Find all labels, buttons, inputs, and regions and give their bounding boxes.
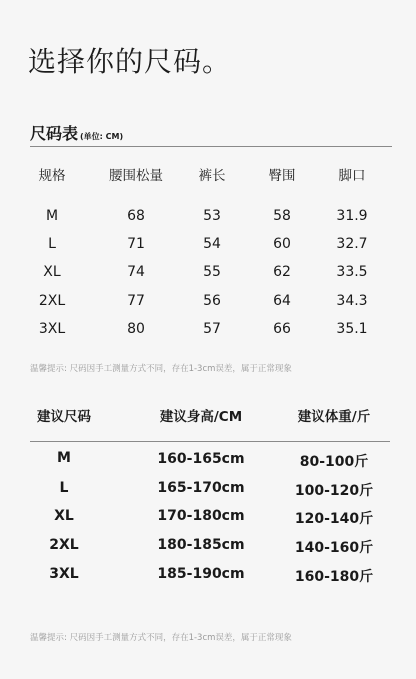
table-row-cell: 165-170cm	[157, 480, 245, 496]
table-row-cell: 80	[127, 321, 145, 337]
table-row-cell: 54	[203, 236, 221, 252]
table-row-cell: 71	[127, 236, 145, 252]
table-row-cell: 58	[273, 208, 291, 224]
table-row-cell: 66	[273, 321, 291, 337]
table-row-cell: 33.5	[336, 264, 368, 280]
recommend-header-weight: 建议体重/斤	[297, 409, 371, 425]
table-row-cell: 170-180cm	[157, 508, 245, 524]
table-row-cell: 31.9	[336, 208, 368, 224]
table-row-cell: 34.3	[336, 293, 368, 309]
table-row-cell: 62	[273, 264, 291, 280]
table-row-cell: 57	[203, 321, 221, 337]
table-row-cell: 3XL	[38, 321, 66, 337]
table-row-cell: 60	[273, 236, 291, 252]
size-chart-header-spec: 规格	[38, 168, 66, 184]
table-row-cell: 2XL	[38, 293, 66, 309]
size-chart-title: 尺码表	[30, 124, 79, 143]
table-row-cell: L	[48, 236, 56, 252]
table-row-cell: 160-165cm	[157, 451, 245, 467]
recommend-header-height: 建议身高/CM	[159, 409, 243, 425]
table-row-cell: L	[59, 480, 69, 496]
table-row-cell: 53	[203, 208, 221, 224]
table-row-cell: XL	[43, 264, 61, 280]
table-row-cell: M	[57, 450, 71, 466]
table-row-cell: 120-140斤	[294, 511, 374, 527]
size-chart-header-hem: 脚口	[338, 168, 366, 184]
recommend-divider	[30, 441, 390, 442]
table-row-cell: 77	[127, 293, 145, 309]
table-row-cell: 100-120斤	[294, 483, 374, 499]
table-row-cell: 74	[127, 264, 145, 280]
size-chart-header-length: 裤长	[198, 168, 226, 184]
recommend-header-size: 建议尺码	[37, 409, 91, 425]
size-chart-header-hip: 臀围	[268, 168, 296, 184]
recommend-note: 温馨提示: 尺码因手工测量方式不同，存在1-3cm误差，属于正常现象	[30, 633, 292, 643]
table-row-cell: 140-160斤	[294, 540, 374, 556]
table-row-cell: 56	[203, 293, 221, 309]
size-chart-divider	[30, 146, 392, 147]
page-title: 选择你的尺码。	[28, 45, 232, 78]
table-row-cell: 185-190cm	[157, 566, 245, 582]
table-row-cell: 55	[203, 264, 221, 280]
table-row-cell: 32.7	[336, 236, 368, 252]
table-row-cell: M	[45, 208, 59, 224]
size-chart-heading	[30, 121, 123, 144]
table-row-cell: 68	[127, 208, 145, 224]
table-row-cell: XL	[54, 508, 74, 524]
table-row-cell: 64	[273, 293, 291, 309]
size-chart-unit: (单位: CM)	[80, 132, 124, 141]
size-chart-note: 温馨提示: 尺码因手工测量方式不同，存在1-3cm误差，属于正常现象	[30, 364, 292, 374]
table-row-cell: 35.1	[336, 321, 368, 337]
size-chart-header-waist: 腰围松量	[109, 168, 163, 184]
table-row-cell: 2XL	[49, 537, 79, 553]
table-row-cell: 160-180斤	[294, 569, 374, 585]
table-row-cell: 3XL	[49, 566, 79, 582]
table-row-cell: 80-100斤	[299, 454, 369, 470]
table-row-cell: 180-185cm	[157, 537, 245, 553]
